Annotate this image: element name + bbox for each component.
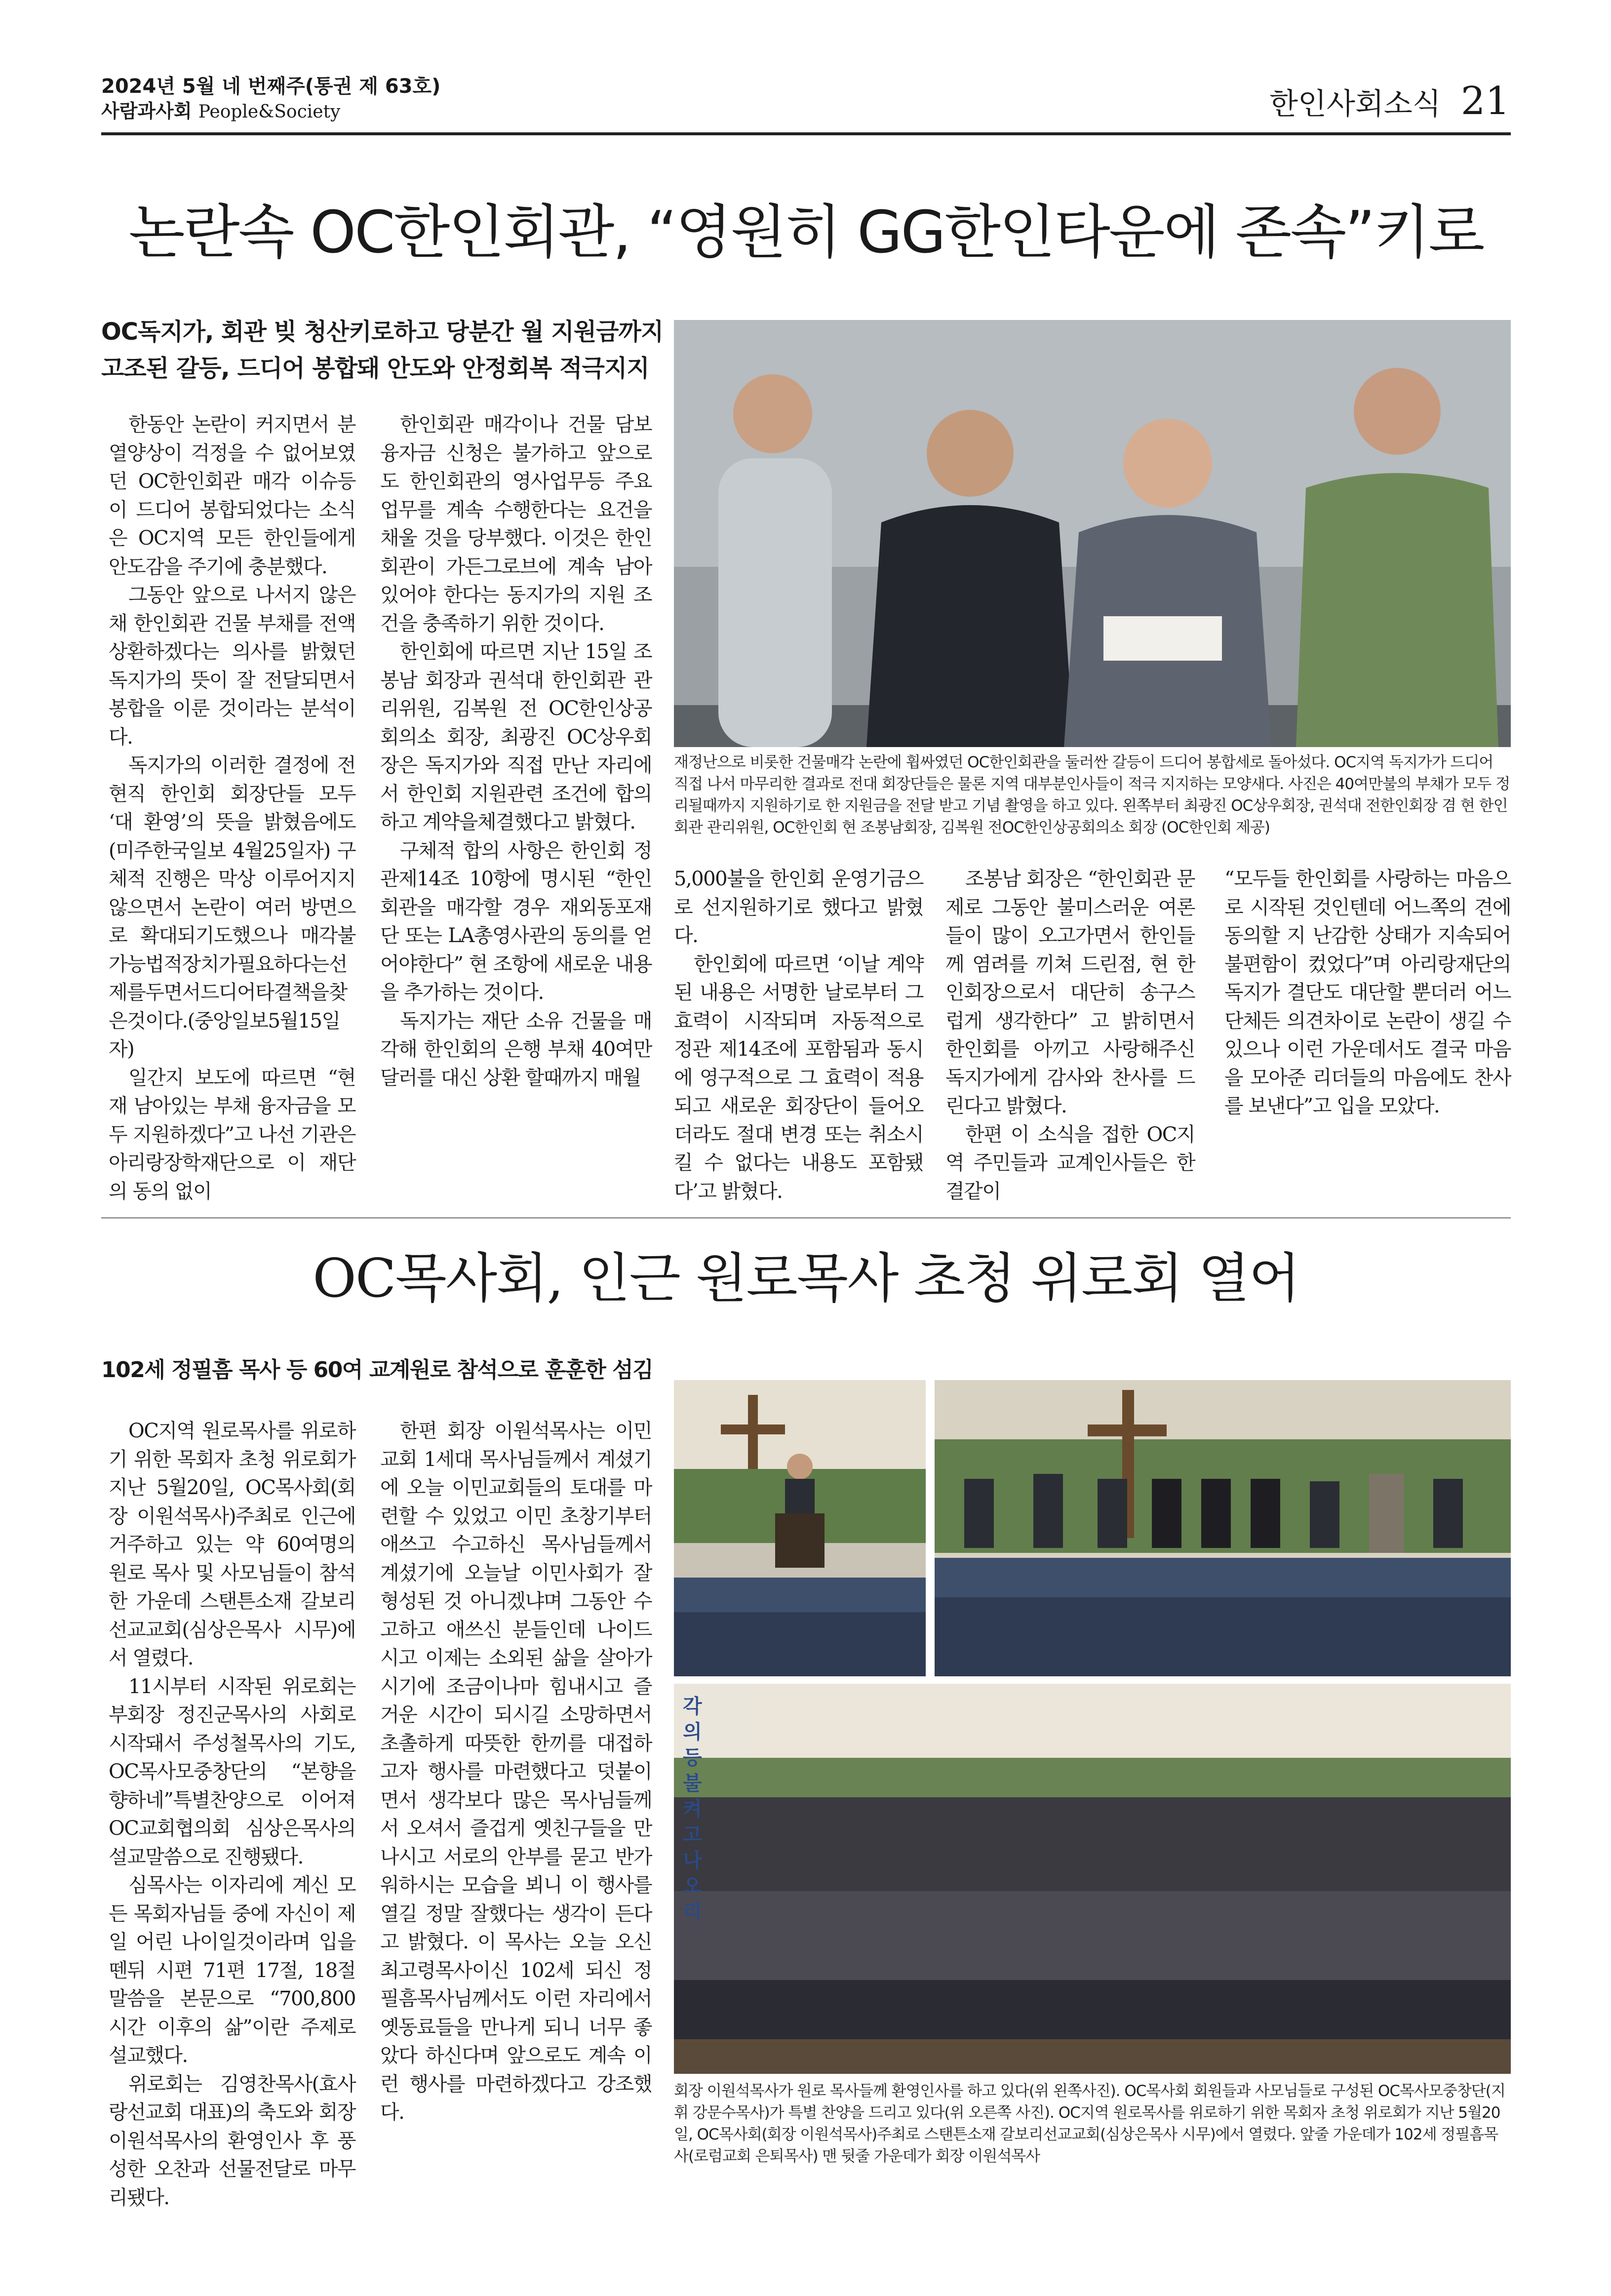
article1-col3 [674,865,923,1206]
section-info [1269,79,1510,123]
pulpit-figure [674,1380,926,1676]
paragraph: 한인회에 따르면 ‘이날 계약된 내용은 서명한 날로부터 그 효력이 시작되며 자동적으로 정관 제14조에 포함됨과 동시에 영구적으로 그 효력이 적용되고 새로운 회장단이 들어오더라도 절대 변경 또는 취소시킬 수 없다는 내용도 포함됐다’고 밝혔다. [674,952,923,1203]
article2-col1 [109,1417,355,2212]
article1-photo [674,320,1511,747]
article1-subheadline-1: OC독지가, 회관 빚 청산키로하고 당분간 월 지원금까지 [101,318,664,346]
paragraph: OC지역 원로목사를 위로하기 위한 목회자 초청 위로회가 지난 5월20일, OC목사회(회장 이원석목사)주최로 인근에 거주하고 있는 약 60여명의 원로 목사 및 사모님들이 참석한 가운데 스탠튼소재 갈보리선교교회(심상은목사 시무)에서 열렸다. [109,1420,355,1669]
choir-figure [935,1380,1511,1676]
group-photo-figure [674,320,1511,747]
issue-line: 2024년 5월 네 번째주(통권 제 63호) [101,75,441,98]
article1-subheadline [101,314,669,387]
choir-photo [935,1380,1511,1676]
article1-subheadline-2: 고조된 갈등, 드디어 봉합돼 안도와 안정회복 적극지지 [101,355,649,382]
paragraph: 일간지 보도에 따르면 “현재 남아있는 부채 융자금을 모두 지원하겠다”고 나선 기관은 아리랑장학재단으로 이 재단의 동의 없이 [109,1066,355,1203]
group-figure [674,1684,1511,2074]
page-number: 21 [1460,79,1510,123]
article1-col2 [380,411,652,1092]
paragraph: 독지가의 이러한 결정에 전현직 한인회 회장단들 모두 ‘대 환영’의 뜻을 밝혔음에도(미주한국일보 4월25일자) 구체적 진행은 막상 이루어지지 않으면서 논란이 여러 방면으로 확대되기도했으나 매각불가능법적장치가필요하다는선제를두면서드디어타결책을찾은것이다.(중앙일보5월15일자) [109,754,355,1061]
paragraph: 그동안 앞으로 나서지 않은채 한인회관 건물 부채를 전액 상환하겠다는 의사를 밝혔던 독지가의 뜻이 잘 전달되면서 봉합을 이룬 것이라는 분석이다. [109,584,355,749]
paragraph: 조봉남 회장은 “한인회관 문제로 그동안 불미스러운 여론들이 많이 오고가면서 한인들께 염려를 끼쳐 드린점, 현 한인회장으로서 대단히 송구스럽게 생각한다” 고 밝히면서 한인회를 아끼고 사랑해주신 독지가에게 감사와 찬사를 드린다고 밝혔다. [945,868,1195,1117]
article2-col2 [380,1417,652,2127]
paragraph: 위로회는 김영찬목사(효사랑선교회 대표)의 축도와 회장 이원석목사의 환영인사 후 풍성한 오찬과 선물전달로 마무리됐다. [109,2072,355,2209]
paragraph: 심목사는 이자리에 계신 모든 목회자님들 중에 자신이 제일 어린 나이일것이라며 입을 뗀뒤 시편 71편 17절, 18절 말씀을 본문으로 “700,800 시간 이후의 삶”이란 주제로 설교했다. [109,1874,355,2067]
article2-subheadline: 102세 정필흠 목사 등 60여 교계원로 참석으로 훈훈한 섬김 [101,1357,653,1383]
article1-col5 [1224,865,1511,1121]
paragraph: “모두들 한인회를 사랑하는 마음으로 시작된 것인텐데 어느쪽의 견에 동의할 지 난감한 상태가 지속되어 불편함이 컸었다”며 아리랑재단의 독지가 결단도 대단할 뿐더러 어느 단체든 의견차이로 논란이 생길 수 있으나 이런 가운데서도 결국 마음을 모아준 리더들의 마음에도 찬사를 보낸다”고 입을 모았다. [1224,868,1511,1117]
section-title: 한인사회소식 [1269,87,1441,121]
article2-headline: OC목사회, 인근 원로목사 초청 위로회 열어 [313,1248,1299,1309]
paragraph: 11시부터 시작된 위로회는 부회장 정진군목사의 사회로 시작돼서 주성철목사의 기도, OC목사모중창단의 “본향을 향하네”특별찬양으로 이어져 OC교회협의회 심상은목사의 설교말씀으로 진행됐다. [109,1675,355,1868]
paragraph: 한편 이 소식을 접한 OC지역 주민들과 교계인사들은 한결같이 [945,1123,1195,1203]
article2-photo-caption: 회장 이원석목사가 원로 목사들께 환영인사를 하고 있다(위 왼쪽사진). OC목사회 회원들과 사모님들로 구성된 OC목사모중창단(지휘 강문수목사)가 특별 찬양을 드리고 있다(위 오른쪽 사진). OC지역 원로목사를 위로하기 위한 목회자 초청 위로회가 지난 5월20일, OC목사회(회장 이원석목사)주최로 스탠튼소재 갈보리선교교회(심상은목사 시무)에서 열렸다. 앞줄 가운데가 102세 정필흠목사(로럼교회 은퇴목사) 맨 뒷줄 가운데가 회장 이원석목사 [674,2082,1505,2165]
paragraph: 한인회관 매각이나 건물 담보 융자금 신청은 불가하고 앞으로도 한인회관의 영사업무등 주요 업무를 계속 수행한다는 요건을 채울 것을 당부했다. 이것은 한인회관이 가든그로브에 계속 남아있어야 한다는 동지가의 지원 조건을 충족하기 위한 것이다. [380,413,652,635]
paragraph: 5,000불을 한인회 운영기금으로 선지원하기로 했다고 밝혔다. [674,868,923,947]
paper-name: 사람과사회 [101,100,192,122]
article1-col1 [109,411,355,1206]
group-photo-banner: 각의 등불 켜고 나오리 [683,1695,702,1923]
paragraph: 한편 회장 이원석목사는 이민교회 1세대 목사님들께서 계셨기에 오늘 이민교회들의 토대를 마련할 수 있었고 이민 초창기부터 애쓰고 수고하신 목사님들께서 계셨기에 오늘날 이민사회가 잘형성된 것 아니겠냐며 그동안 수고하고 애쓰신 분들인데 나이드시고 이제는 소외된 삶을 살아가시기에 조금이나마 힘내시고 즐거운 시간이 되시길 소망하면서 초촐하게 따뜻한 한끼를 대접하고자 행사를 마련했다고 덧붙이면서 생각보다 많은 목사님들께서 오셔서 즐겁게 옛친구들을 만나시고 서로의 안부를 묻고 반가워하시는 모습을 뵈니 이 행사를 열길 정말 잘했다는 생각이 든다고 밝혔다. 이 목사는 오늘 오신 최고령목사이신 102세 되신 정필흠목사님께서도 이런 자리에서 옛동료들을 만나게 되니 너무 좋았다 하신다며 앞으로도 계속 이런 행사를 마련하겠다고 강조했다. [380,1420,652,2124]
paper-name-en: People&Society [198,102,341,122]
paragraph: 한인회에 따르면 지난 15일 조봉남 회장과 권석대 한인회관 관리위원, 김복원 전 OC한인상공회의소 회장, 최광진 OC상우회장은 독지가와 직접 만난 자리에서 한인회 지원관련 조건에 합의하고 계약을체결했다고 밝혔다. [380,640,652,833]
paragraph: 독지가는 재단 소유 건물을 매각해 한인회의 은행 부채 40여만 달러를 대신 상환 할때까지 매월 [380,1009,652,1089]
article1-col4 [945,865,1195,1206]
pulpit-photo [674,1380,926,1676]
article1-headline: 논란속 OC한인회관, “영원히 GG한인타운에 존속”키로 [128,198,1484,266]
paragraph: 한동안 논란이 커지면서 분열양상이 걱정을 수 없어보였던 OC한인회관 매각 이슈등이 드디어 봉합되었다는 소식은 OC지역 모든 한인들에게 안도감을 주기에 충분했다. [109,413,355,578]
paragraph: 구체적 합의 사항은 한인회 정관제14조 10항에 명시된 “한인회관을 매각할 경우 재외동포재단 또는 LA총영사관의 동의를 얻어야한다” 현 조항에 새로운 내용을 추가하는 것이다. [380,839,652,1004]
article-separator [101,1217,1511,1219]
header-rule [101,132,1511,135]
article1-photo-caption: 재정난으로 비롯한 건물매각 논란에 휩싸였던 OC한인회관을 둘러싼 갈등이 드디어 봉합세로 돌아섰다. OC지역 독지가가 드디어 직접 나서 마무리한 결과로 전대 회장단들은 물론 지역 대부분인사들이 적극 지지하는 모양새다. 사진은 40여만불의 부채가 모두 정리될때까지 지원하기로 한 지원금을 전달 받고 기념 촬영을 하고 있다. 왼쪽부터 최광진 OC상우회장, 권석대 전한인회장 겸 현 한인회관 관리위원, OC한인회 현 조봉남회장, 김복원 전OC한인상공회의소 회장 (OC한인회 제공) [674,753,1510,836]
issue-info [101,74,440,124]
paper-name-line [101,99,440,124]
group-photo [674,1684,1511,2074]
